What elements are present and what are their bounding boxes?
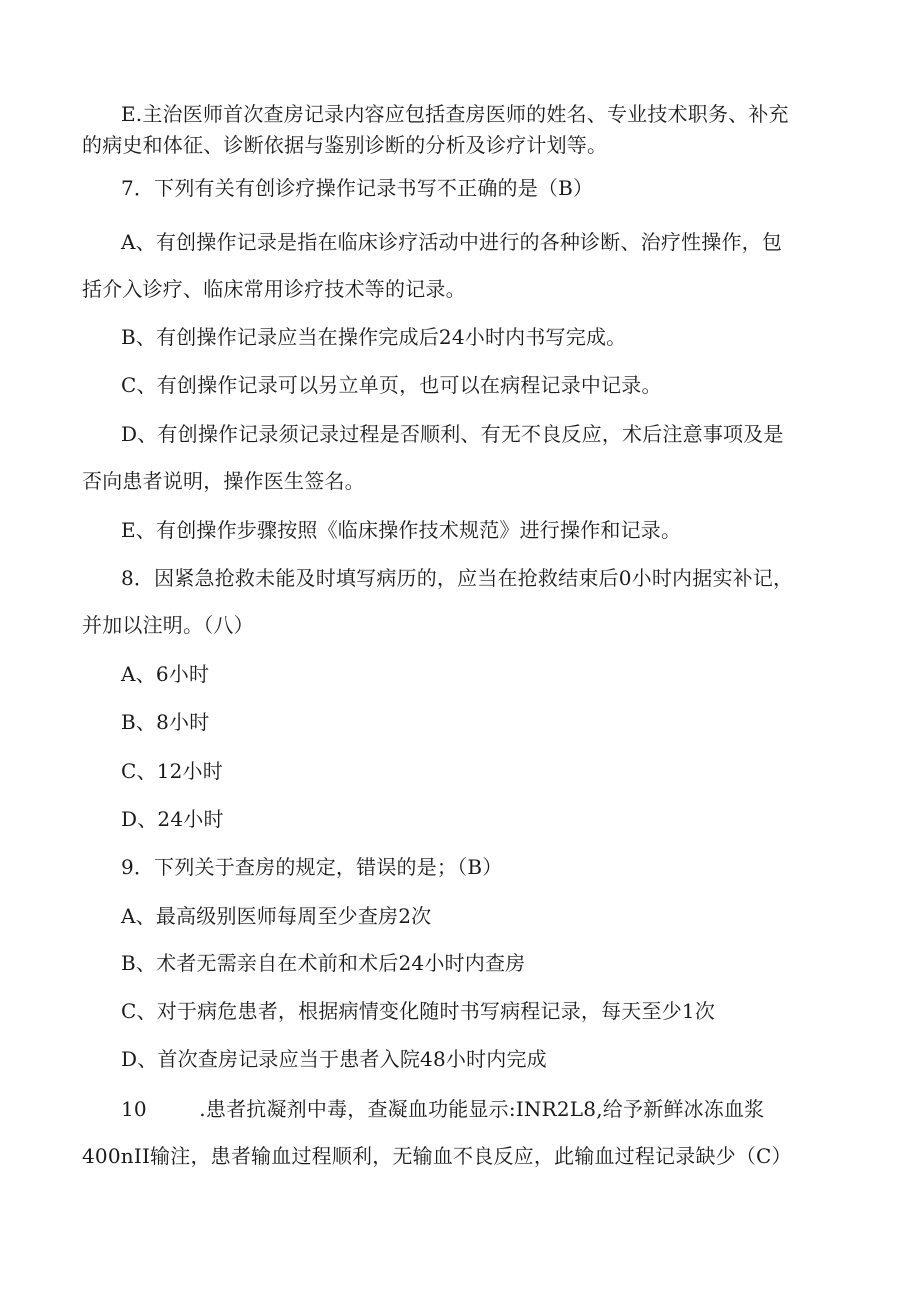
option-b: B、8小时 — [121, 710, 210, 734]
option-c: C、对于病危患者，根据病情变化随时书写病程记录，每天至少1次 — [121, 999, 716, 1023]
option-d: D、首次查房记录应当于患者入院48小时内完成 — [121, 1047, 547, 1071]
option-a: A、6小时 — [121, 662, 210, 686]
option-c: C、有创操作记录可以另立单页，也可以在病程记录中记录。 — [121, 373, 662, 397]
option-e: E、有创操作步骤按照《临床操作技术规范》进行操作和记录。 — [121, 518, 682, 542]
option-a: A、最高级别医师每周至少查房2次 — [121, 904, 432, 928]
text-line: 否向患者说明，操作医生签名。 — [82, 469, 365, 493]
option-b: B、有创操作记录应当在操作完成后24小时内书写完成。 — [121, 325, 627, 349]
option-b: B、术者无需亲自在术前和术后24小时内查房 — [121, 951, 526, 975]
question-8-stem: 8．因紧急抢救未能及时填写病历的，应当在抢救结束后0小时内据实补记， — [121, 566, 794, 590]
option-c: C、12小时 — [121, 759, 223, 783]
option-d: D、24小时 — [121, 807, 224, 831]
option-a: A、有创操作记录是指在临床诊疗活动中进行的各种诊断、治疗性操作，包 — [121, 230, 783, 254]
question-9-stem: 9．下列关于查房的规定，错误的是；（B） — [121, 855, 503, 879]
text-line: 400nII输注，患者输血过程顺利，无输血不良反应，此输血过程记录缺少（C） — [82, 1144, 792, 1168]
question-7-stem: 7．下列有关有创诊疗操作记录书写不正确的是（B） — [121, 176, 594, 200]
text-line: 并加以注明。（八） — [82, 613, 254, 637]
text-line: 括介入诊疗、临床常用诊疗技术等的记录。 — [82, 277, 466, 301]
text-line: 的病史和体征、诊断依据与鉴别诊断的分析及诊疗计划等。 — [82, 133, 608, 157]
question-10-stem: 10 .患者抗凝剂中毒，查凝血功能显示:INR2L8,给予新鲜冰冻血浆 — [121, 1097, 765, 1121]
text-line: E.主治医师首次查房记录内容应包括查房医师的姓名、专业技术职务、补充 — [121, 102, 789, 126]
option-d: D、有创操作记录须记录过程是否顺利、有无不良反应，术后注意事项及是 — [121, 422, 784, 446]
